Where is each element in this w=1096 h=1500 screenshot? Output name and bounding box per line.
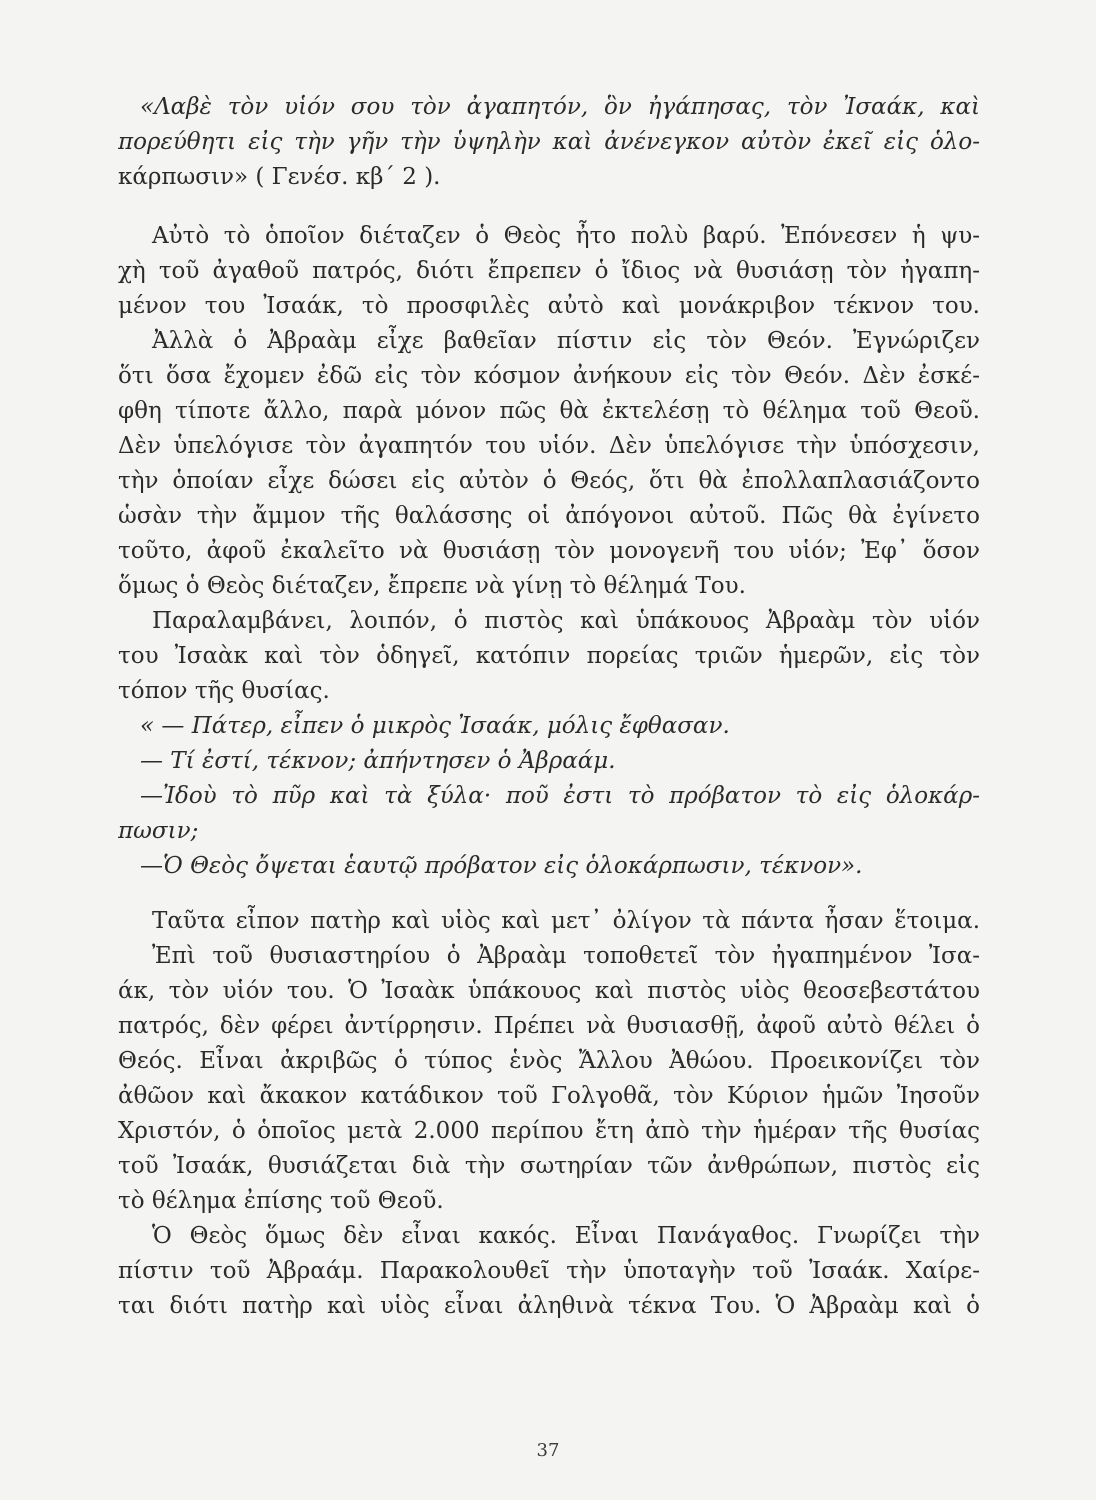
text-line: Ἐπὶ τοῦ θυσιαστηρίου ὁ Ἀβραὰμ τοποθετεῖ τὸν ἠγαπημένον Ἰσα- xyxy=(152,943,980,969)
text-line: άκ, τὸν υἱόν του. Ὁ Ἰσαὰκ ὑπάκουος καὶ πιστὸς υἱὸς θεοσεβεστάτου xyxy=(118,978,980,1004)
text-line: χὴ τοῦ ἀγαθοῦ πατρός, διότι ἔπρεπεν ὁ ἴδιος νὰ θυσιάσῃ τὸν ἠγαπη- xyxy=(118,258,980,284)
text-line: —Ὁ Θεὸς ὄψεται ἑαυτῷ πρόβατον εἰς ὁλοκάρπωσιν, τέκνον». xyxy=(140,853,863,879)
text-line: τοῦ Ἰσαάκ, θυσιάζεται διὰ τὴν σωτηρίαν τῶν ἀνθρώπων, πιστὸς εἰς xyxy=(118,1153,980,1179)
paragraph-gap xyxy=(118,884,980,904)
text-line: Αὐτὸ τὸ ὁποῖον διέταζεν ὁ Θεὸς ἦτο πολὺ βαρύ. Ἐπόνεσεν ἡ ψυ- xyxy=(152,223,980,249)
text-line: Ταῦτα εἶπον πατὴρ καὶ υἱὸς καὶ μετ᾽ ὀλίγον τὰ πάντα ἦσαν ἕτοιμα. xyxy=(152,908,980,934)
text-line: τὸ θέλημα ἐπίσης τοῦ Θεοῦ. xyxy=(118,1188,444,1214)
text-line: του Ἰσαὰκ καὶ τὸν ὁδηγεῖ, κατόπιν πορείας τριῶν ἡμερῶν, εἰς τὸν xyxy=(118,643,980,669)
text-line: πωσιν; xyxy=(118,818,199,844)
dialogue xyxy=(118,709,980,884)
text-line: μένον του Ἰσαάκ, τὸ προσφιλὲς αὐτὸ καὶ μονάκριβον τέκνον του. xyxy=(118,293,980,319)
text-line: Θεός. Εἶναι ἀκριβῶς ὁ τύπος ἑνὸς Ἄλλου Ἀθώου. Προεικονίζει τὸν xyxy=(118,1048,980,1074)
paragraph-gap xyxy=(118,195,980,219)
text-line: «Λαβὲ τὸν υἱόν σου τὸν ἀγαπητόν, ὃν ἠγάπησας, τὸν Ἰσαάκ, καὶ xyxy=(140,94,980,120)
scripture-quote xyxy=(118,90,980,195)
text-line: Ὁ Θεὸς ὅμως δὲν εἶναι κακός. Εἶναι Πανάγαθος. Γνωρίζει τὴν xyxy=(152,1223,980,1249)
text-line: « — Πάτερ, εἶπεν ὁ μικρὸς Ἰσαάκ, μόλις ἔφθασαν. xyxy=(140,713,730,739)
paragraph xyxy=(118,219,980,709)
text-line: τὴν ὁποίαν εἶχε δώσει εἰς αὐτὸν ὁ Θεός, ὅτι θὰ ἐπολλαπλασιάζοντο xyxy=(118,468,980,494)
text-line: πατρός, δὲν φέρει ἀντίρρησιν. Πρέπει νὰ θυσιασθῇ, ἀφοῦ αὐτὸ θέλει ὁ xyxy=(118,1013,980,1039)
text-line: ὡσὰν τὴν ἄμμον τῆς θαλάσσης οἱ ἀπόγονοι αὐτοῦ. Πῶς θὰ ἐγίνετο xyxy=(118,503,980,529)
text-line: — Τί ἐστί, τέκνον; ἀπήντησεν ὁ Ἀβραάμ. xyxy=(140,748,616,774)
text-line: Δὲν ὑπελόγισε τὸν ἀγαπητόν του υἱόν. Δὲν ὑπελόγισε τὴν ὑπόσχεσιν, xyxy=(118,433,980,459)
text-line: ται διότι πατὴρ καὶ υἱὸς εἶναι ἀληθινὰ τέκνα Του. Ὁ Ἀβραὰμ καὶ ὁ xyxy=(118,1293,980,1319)
text-line: τοῦτο, ἀφοῦ ἐκαλεῖτο νὰ θυσιάσῃ τὸν μονογενῆ του υἱόν; Ἐφ᾽ ὅσον xyxy=(118,538,980,564)
page-text xyxy=(118,90,980,1324)
text-line: φθη τίποτε ἄλλο, παρὰ μόνον πῶς θὰ ἐκτελέσῃ τὸ θέλημα τοῦ Θεοῦ. xyxy=(118,398,980,424)
text-line: Χριστόν, ὁ ὁποῖος μετὰ 2.000 περίπου ἔτη ἀπὸ τὴν ἡμέραν τῆς θυσίας xyxy=(118,1118,980,1144)
text-line: Ἀλλὰ ὁ Ἀβραὰμ εἶχε βαθεῖαν πίστιν εἰς τὸν Θεόν. Ἐγνώριζεν xyxy=(152,328,980,354)
text-line: τόπον τῆς θυσίας. xyxy=(118,678,330,704)
text-line: Παραλαμβάνει, λοιπόν, ὁ πιστὸς καὶ ὑπάκουος Ἀβραὰμ τὸν υἱόν xyxy=(152,608,980,634)
page-number: 37 xyxy=(536,1440,560,1461)
text-line: ὅμως ὁ Θεὸς διέταζεν, ἔπρεπε νὰ γίνῃ τὸ θέλημά Του. xyxy=(118,573,746,599)
text-line: ὅτι ὅσα ἔχομεν ἐδῶ εἰς τὸν κόσμον ἀνήκουν εἰς τὸν Θεόν. Δὲν ἐσκέ- xyxy=(118,363,980,389)
paragraph xyxy=(118,904,980,1324)
text-line: κάρπωσιν» ( Γενέσ. κβ΄ 2 ). xyxy=(118,164,441,190)
text-line: ἀθῶον καὶ ἄκακον κατάδικον τοῦ Γολγοθᾶ, τὸν Κύριον ἡμῶν Ἰησοῦν xyxy=(118,1083,980,1109)
text-line: πίστιν τοῦ Ἀβραάμ. Παρακολουθεῖ τὴν ὑποταγὴν τοῦ Ἰσαάκ. Χαίρε- xyxy=(118,1258,980,1284)
text-line: πορεύθητι εἰς τὴν γῆν τὴν ὑψηλὴν καὶ ἀνένεγκον αὐτὸν ἐκεῖ εἰς ὁλο- xyxy=(118,129,980,155)
text-line: —Ἰδοὺ τὸ πῦρ καὶ τὰ ξύλα· ποῦ ἐστι τὸ πρόβατον τὸ εἰς ὁλοκάρ- xyxy=(140,783,980,809)
